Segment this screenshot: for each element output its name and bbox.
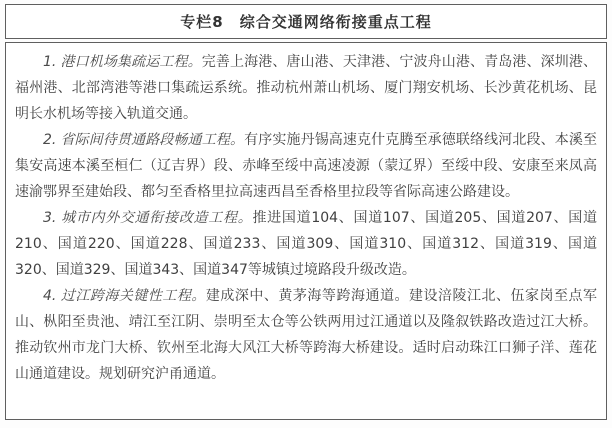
paragraph-heading bbox=[43, 132, 244, 148]
paragraph-heading bbox=[43, 210, 252, 226]
paragraph-heading-text: 港口机场集疏运工程。 bbox=[60, 54, 202, 70]
panel-title: 专栏8 综合交通网络衔接重点工程 bbox=[180, 13, 432, 31]
paragraph-heading-text: 城市内外交通衔接改造工程。 bbox=[60, 210, 253, 226]
panel-body-cell bbox=[5, 42, 607, 420]
paragraph-river-sea-crossing bbox=[15, 283, 597, 387]
paragraph-body-text: 完善上海港、唐山港、天津港、宁波舟山港、青岛港、深圳港、福州港、北部湾港等港口集疏运系统。推动杭州萧山机场、厦门翔安机场、长沙黄花机场、昆明长水机场等接入轨道交通。 bbox=[15, 54, 597, 122]
paragraph-interprovincial-roads bbox=[15, 127, 597, 205]
paragraph-heading-text: 过江跨海关键性工程。 bbox=[60, 288, 206, 304]
paragraph-heading-text: 省际间待贯通路段畅通工程。 bbox=[60, 132, 245, 148]
paragraph-body-text: 建成深中、黄茅海等跨海通道。建设涪陵江北、伍家岗至点军山、枞阳至贵池、靖江至江阴、崇明至太仓等公铁两用过江通道以及隆叙铁路改造过江大桥。推动钦州市龙门大桥、钦州至北海大风江大桥等跨海大桥建设。适时启动珠江口狮子洋、莲花山通道建设。规划研究沪甬通道。 bbox=[15, 288, 598, 382]
paragraph-body-text: 有序实施丹锡高速克什克腾至承德联络线河北段、本溪至集安高速本溪至桓仁（辽吉界）段、赤峰至绥中高速凌源（蒙辽界）至绥中段、安康至来凤高速渝鄂界至建始段、都匀至香格里拉高速西昌至香格里拉段等省际高速公路建设。 bbox=[15, 132, 598, 200]
paragraph-heading bbox=[43, 288, 206, 304]
paragraph-number: 2. bbox=[43, 132, 57, 148]
paragraph-urban-connection bbox=[15, 205, 597, 283]
panel-title-cell bbox=[5, 4, 607, 39]
paragraph-heading bbox=[43, 54, 202, 70]
paragraph-number: 3. bbox=[43, 210, 57, 226]
paragraph-body-text: 推进国道104、国道107、国道205、国道207、国道210、国道220、国道228、国道233、国道309、国道310、国道312、国道319、国道320、国道329、国道343、国道347等城镇过境路段升级改造。 bbox=[15, 210, 597, 278]
paragraph-number: 4. bbox=[43, 288, 57, 304]
paragraph-port-airport bbox=[15, 49, 597, 127]
paragraph-number: 1. bbox=[43, 54, 57, 70]
